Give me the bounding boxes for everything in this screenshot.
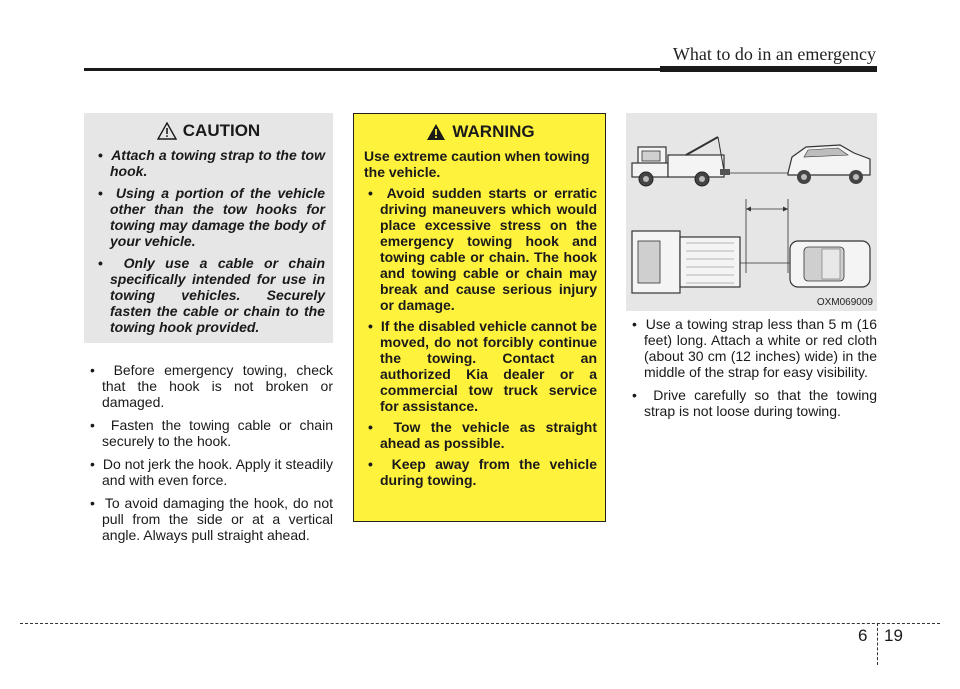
caution-triangle-icon [157, 122, 177, 140]
tow-truck-top [632, 231, 740, 293]
warning-intro: Use extreme caution when towing the vehicle. [364, 148, 590, 180]
warning-item: • Keep away from the vehicle during towing. [364, 456, 597, 488]
tow-truck-side [632, 137, 730, 186]
warning-triangle-icon [426, 123, 446, 141]
caution-item: • Using a portion of the vehicle other than the tow hooks for towing may damage the body of your vehicle. [92, 185, 325, 249]
warning-header [364, 122, 597, 142]
distance-indicator [746, 199, 788, 273]
chapter-number: 6 [858, 626, 868, 645]
warning-list [364, 185, 597, 488]
warning-box [353, 113, 606, 522]
caution-header [92, 121, 325, 141]
strap-instructions-list [626, 316, 877, 426]
towing-diagram [626, 113, 877, 311]
warning-title: WARNING [452, 122, 535, 141]
footer-rule [20, 623, 940, 624]
list-item: • Do not jerk the hook. Apply it steadily and with even force. [84, 456, 333, 488]
caution-title: CAUTION [182, 121, 261, 140]
caution-list [92, 147, 325, 335]
list-item: • Use a towing strap less than 5 m (16 feet) long. Attach a white or red cloth (about 30 cm (12 inches) wide) in the middle of the strap for easy visibility. [626, 316, 877, 380]
list-item: • Drive carefully so that the towing strap is not loose during towing. [626, 387, 877, 419]
towed-car-side [788, 145, 870, 184]
page-number: 19 [884, 626, 903, 645]
towing-instructions-list [84, 362, 333, 550]
header-title: What to do in an emergency [672, 44, 876, 64]
warning-item: • If the disabled vehicle cannot be moved, do not forcibly continue the towing. Contact an authorized Kia dealer or a commercial tow truck service for assistance. [364, 318, 597, 414]
list-item: • Fasten the towing cable or chain securely to the hook. [84, 417, 333, 449]
caution-item: • Attach a towing strap to the tow hook. [92, 147, 325, 179]
figure-code: OXM069009 [816, 297, 873, 308]
caution-item: • Only use a cable or chain specifically intended for use in towing vehicles. Securely fasten the cable or chain to the towing hook provided. [92, 255, 325, 335]
warning-item: • Avoid sudden starts or erratic driving maneuvers which would place excessive stress on the emergency towing hook and towing cable or chain. The hook and towing cable or chain may break and cause serious injury or damage. [364, 185, 597, 313]
list-item: • To avoid damaging the hook, do not pull from the side or at a vertical angle. Always pull straight ahead. [84, 495, 333, 543]
towed-car-top [790, 241, 870, 287]
warning-item: • Tow the vehicle as straight ahead as possible. [364, 419, 597, 451]
page-number-separator [877, 623, 878, 665]
list-item: • Before emergency towing, check that the hook is not broken or damaged. [84, 362, 333, 410]
caution-box [84, 113, 333, 343]
towing-illustration [626, 113, 877, 311]
header-rule-accent [660, 66, 877, 72]
